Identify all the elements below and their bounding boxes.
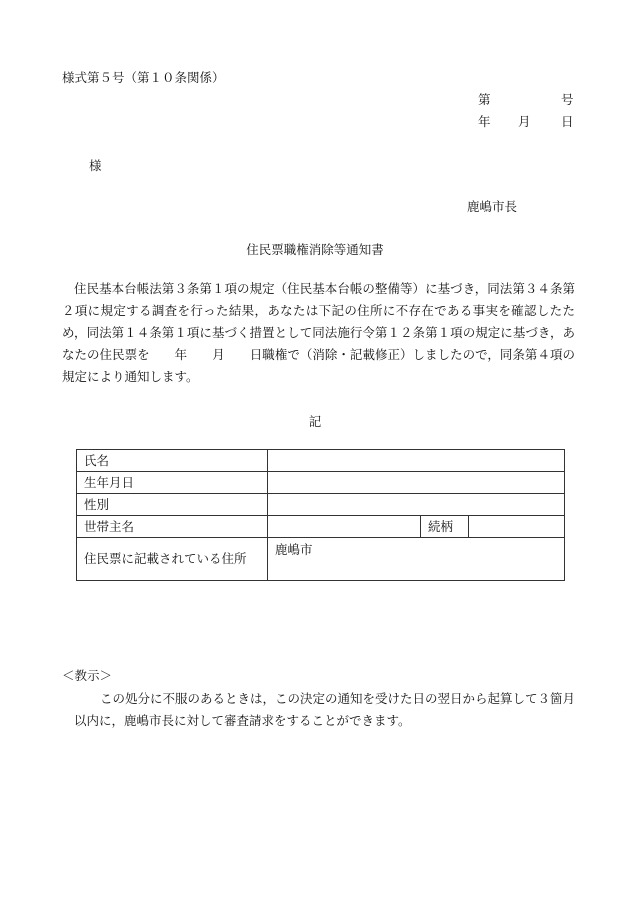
address-label: 住民票に記載されている住所 — [77, 538, 268, 581]
date-day-label: 日 — [561, 114, 574, 129]
address-value: 鹿嶋市 — [268, 538, 565, 581]
document-title: 住民票職権消除等通知書 — [246, 242, 384, 257]
sender-name: 鹿嶋市長 — [467, 199, 518, 214]
gender-label: 性別 — [77, 494, 268, 516]
instruction-heading: ＜教示＞ — [62, 668, 113, 683]
document-number-suffix: 号 — [561, 92, 574, 107]
date-month-label: 月 — [518, 114, 531, 129]
body-text: 住民基本台帳法第３条第１項の規定（住民基本台帳の整備等）に基づき，同法第３４条第２項に規定する調査を行った結果，あなたは下記の住所に不存在である事実を確認したため，同法第１４条第１項に基づく措置として同法施行令第１２条第１項の規定に基づき，あなたの住民票を 年 月 日職権で（消除・記載修正）しましたので，同条第４項の規定により通知します。 — [62, 281, 575, 384]
date-year-label: 年 — [478, 114, 491, 129]
table-row — [77, 494, 565, 516]
relation-value-field — [469, 516, 565, 538]
householder-value-field — [268, 516, 421, 538]
relation-label: 続柄 — [421, 516, 469, 538]
body-paragraph — [62, 278, 575, 388]
instruction-text: この処分に不服のあるときは，この決定の通知を受けた日の翌日から起算して３箇月以内に，鹿嶋市長に対して審査請求をすることができます。 — [74, 691, 576, 728]
birthdate-label: 生年月日 — [77, 472, 268, 494]
name-value-field — [268, 450, 565, 472]
table-row — [77, 538, 565, 581]
ki-heading: 記 — [308, 414, 322, 429]
form-number: 様式第５号（第１０条関係） — [62, 70, 225, 85]
table-row — [77, 450, 565, 472]
name-label: 氏名 — [77, 450, 268, 472]
document-number-prefix: 第 — [478, 92, 491, 107]
birthdate-value-field — [268, 472, 565, 494]
householder-label: 世帯主名 — [77, 516, 268, 538]
record-table — [76, 449, 565, 581]
gender-value-field — [268, 494, 565, 516]
table-row — [77, 516, 565, 538]
addressee-honorific: 様 — [89, 158, 102, 173]
table-row — [77, 472, 565, 494]
